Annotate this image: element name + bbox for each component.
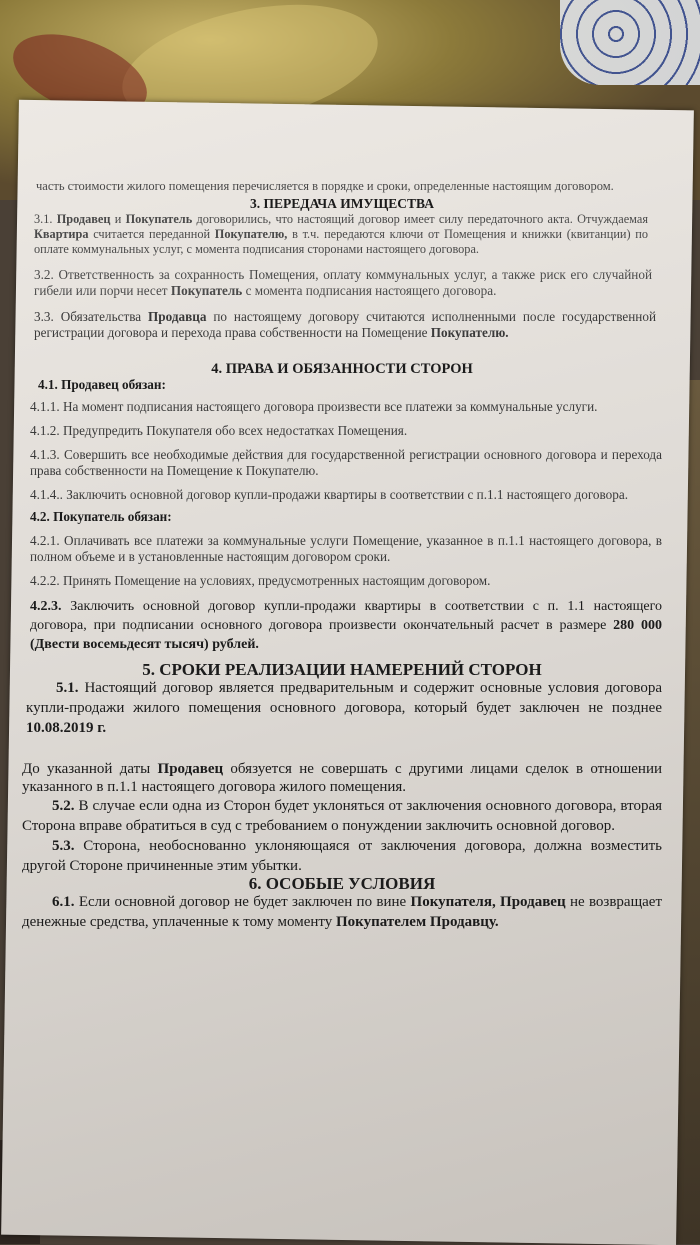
clause-4-2-3: 4.2.3. Заключить основной договор купли-продажи квартиры в соответствии с п. 1.1 настоящего договора, при подписании основного договора произвести окончательный расчет в размере 280 000 (Двести восемьдесят тысяч) рублей. bbox=[30, 599, 663, 652]
background-blue-fabric bbox=[560, 0, 700, 85]
clause-3-1: 3.1. Продавец и Покупатель договорились, что настоящий договор имеет силу передаточного акта. Отчуждаемая Квартира считается переданной Покупателю, в т.ч. передаются ключи от Помещения и книжки (квитанции) по оплате коммунальных услуг, с момента подписания сторонами настоящего договора. bbox=[34, 212, 649, 256]
section-4-title: 4. ПРАВА И ОБЯЗАННОСТИ СТОРОН bbox=[211, 361, 473, 377]
section-3-title: 3. ПЕРЕДАЧА ИМУЩЕСТВА bbox=[250, 196, 434, 211]
clause-3-3: 3.3. Обязательства Продавца по настоящему договору считаются исполненными после государственной регистрации договора и перехода права собственности на Помещение Покупателю. bbox=[34, 309, 657, 340]
clause-4-1-4: 4.1.4.. Заключить основной договор купли-продажи квартиры в соответствии с п.1.1 настоящего договора. bbox=[30, 487, 628, 502]
clause-4-2-2: 4.2.2. Принять Помещение на условиях, предусмотренных настоящим договором. bbox=[30, 573, 491, 588]
contract-document bbox=[22, 178, 662, 932]
clause-5-2: 5.2. В случае если одна из Сторон будет уклоняться от заключения основного договора, вторая Сторона вправе обратиться в суд с требованием о понуждении заключить основной договор. bbox=[22, 798, 663, 834]
section-6-title: 6. ОСОБЫЕ УСЛОВИЯ bbox=[248, 874, 436, 893]
clause-5-1: 5.1. Настоящий договор является предварительным и содержит основные условия договора купли-продажи жилого помещения основного договора, который будет заключен не позднее 10.08.2019 г. bbox=[26, 680, 663, 736]
seller-obligations-heading: 4.1. Продавец обязан: bbox=[38, 377, 166, 392]
clause-4-1-3: 4.1.3. Совершить все необходимые действия для государственной регистрации основного договора и перехода права собственности на Помещение к Покупателю. bbox=[30, 447, 662, 478]
clause-4-2-1: 4.2.1. Оплачивать все платежи за коммунальные услуги Помещение, указанное в п.1.1 настоящего договора, в полном объеме и в установленные настоящим договором сроки. bbox=[30, 533, 662, 564]
clause-6-1: 6.1. Если основной договор не будет заключен по вине Покупателя, Продавец не возвращает денежные средства, уплаченные к тому моменту Покупателем Продавцу. bbox=[22, 894, 663, 930]
clause-3-2: 3.2. Ответственность за сохранность Помещения, оплату коммунальных услуг, а также риск его случайной гибели или порчи несет Покупатель с момента подписания настоящего договора. bbox=[34, 267, 652, 298]
section-5-title: 5. СРОКИ РЕАЛИЗАЦИИ НАМЕРЕНИЙ СТОРОН bbox=[142, 660, 542, 679]
clause-4-1-1: 4.1.1. На момент подписания настоящего договора произвести все платежи за коммунальные услуги. bbox=[30, 399, 598, 414]
clause-4-1-2: 4.1.2. Предупредить Покупателя обо всех недостатках Помещения. bbox=[30, 423, 408, 438]
intro-paragraph: часть стоимости жилого помещения перечисляется в порядке и сроки, определенные настоящим договором. bbox=[36, 179, 614, 193]
buyer-obligations-heading: 4.2. Покупатель обязан: bbox=[30, 509, 172, 524]
clause-5-3: 5.3. Сторона, необоснованно уклоняющаяся от заключения договора, должна возместить другой Стороне причиненные этим убытки. bbox=[22, 838, 663, 874]
clause-5-1-until: До указанной даты Продавец обязуется не совершать с другими лицами сделок в отношении указанного в п.1.1 настоящего договора жилого помещения. bbox=[22, 761, 662, 795]
